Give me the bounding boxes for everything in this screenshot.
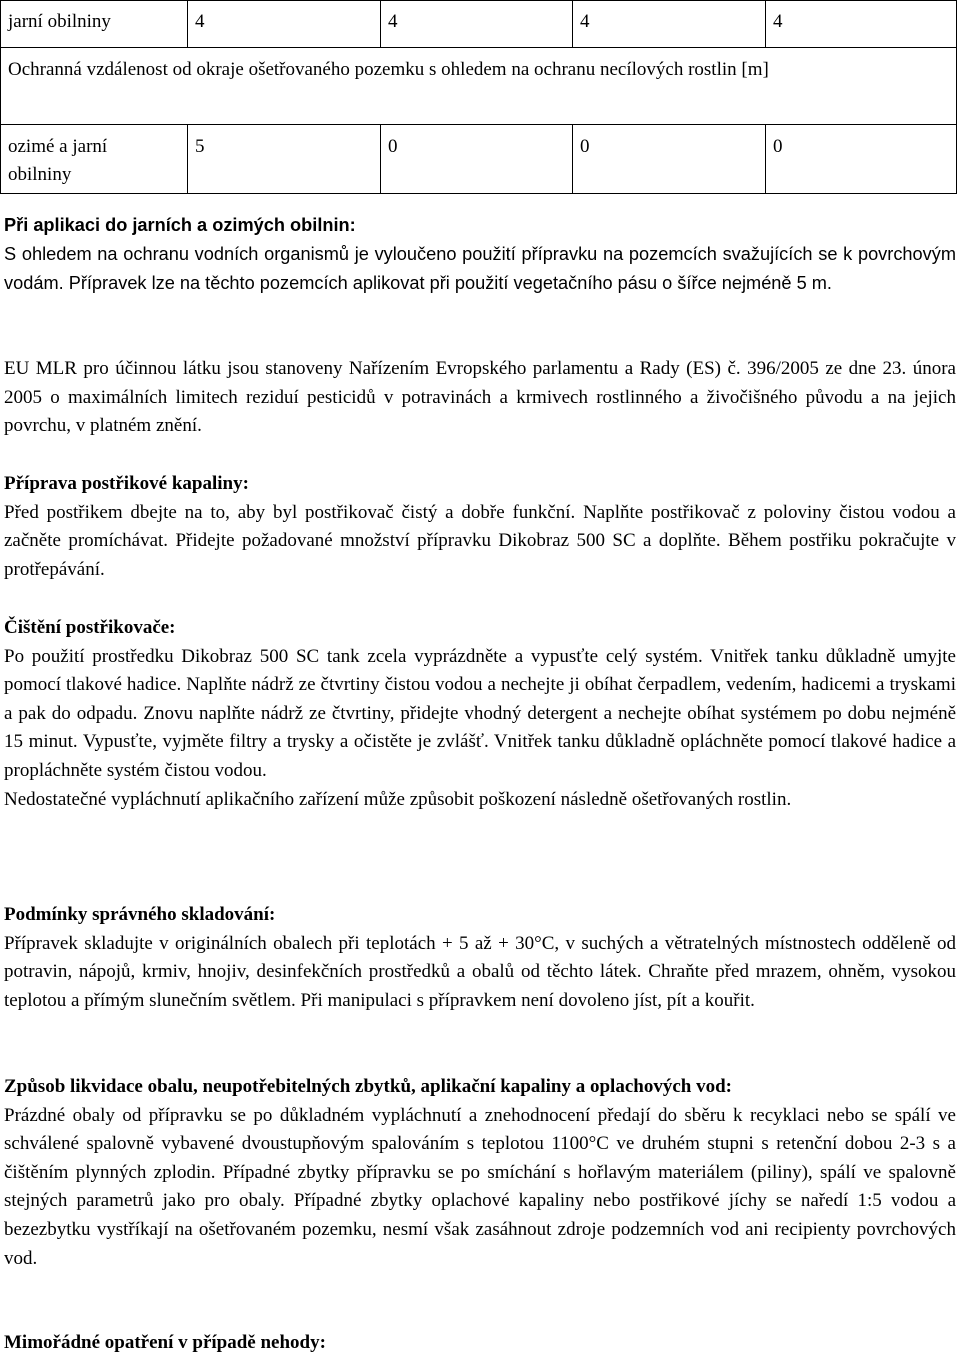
table-cell: Ochranná vzdálenost od okraje ošetřovaného pozemku s ohledem na ochranu necílových rostlin [m] [1, 48, 957, 125]
table-cell: 4 [766, 1, 957, 48]
table-cell: jarní obilniny [1, 1, 188, 48]
section-mlr [4, 355, 956, 441]
table-cell: 4 [188, 1, 381, 48]
section-heading: Způsob likvidace obalu, neupotřebitelných zbytků, aplikační kapaliny a oplachových vod: [4, 1076, 732, 1097]
table-cell: 5 [188, 125, 381, 194]
section-text: Prázdné obaly od přípravku se po důkladném vypláchnutí a znehodnocení předají do sběru k recyklaci nebo se spálí ve schválené spalovně vybavené dvoustupňovým spalováním s teplotou 1100°C ve druhém stupni s retenční dobou 2-3 s a čištěním plynných zplodin. Případné zbytky přípravku se po smíchání s hořlavým materiálem (piliny), spálí ve spalovně stejných parametrů jako pro obaly. Případné zbytky oplachové kapaliny nebo postřikové jíchy se naředí 1:5 vodou a bezezbytku vystříkají na ošetřovaném pozemku, nesmí však zasáhnout zdroje podzemních vod ani recipienty povrchových vod. [4, 1104, 956, 1269]
table-cell: 0 [766, 125, 957, 194]
section-text: Přípravek skladujte v originálních obalech při teplotách + 5 až + 30°C, v suchých a větratelných místnostech odděleně od potravin, nápojů, krmiv, hnojiv, desinfekčních prostředků a obalů od těchto látek. Chraňte před mrazem, ohněm, vysokou teplotou a přímým slunečním světlem. Při manipulaci s přípravkem není dovoleno jíst, pít a kouřit. [4, 932, 956, 1011]
table-cell: 4 [573, 1, 766, 48]
table-row [1, 125, 957, 194]
table-cell: ozimé a jarní obilniny [1, 125, 188, 194]
section-text: Před postřikem dbejte na to, aby byl postřikovač čistý a dobře funkční. Naplňte postřikovač z poloviny čistou vodou a začněte promíchávat. Přidejte požadované množství přípravku Dikobraz 500 SC a doplňte. Během postřiku pokračujte v protřepávání. [4, 501, 956, 580]
section-priprava [4, 470, 956, 584]
table-cell: 0 [573, 125, 766, 194]
section-text: EU MLR pro účinnou látku jsou stanoveny Nařízením Evropského parlamentu a Rady (ES) č. 396/2005 ze dne 23. února 2005 o maximálních limitech reziduí pesticidů v potravinách a krmivech rostlinného a živočišného původu a na jejich povrchu, v platném znění. [4, 358, 956, 437]
table-cell: 4 [381, 1, 573, 48]
section-text: S ohledem na ochranu vodních organismů je vyloučeno použití přípravku na pozemcích svažujících se k povrchovým vodám. Přípravek lze na těchto pozemcích aplikovat při použití vegetačního pásu o šířce nejméně 5 m. [4, 243, 956, 293]
table-row [1, 1, 957, 48]
table-row [1, 48, 957, 125]
section-heading: Mimořádné opatření v případě nehody: [4, 1332, 326, 1353]
section-skladovani [4, 901, 956, 1015]
section-heading: Čištění postřikovače: [4, 617, 176, 638]
table-cell: 0 [381, 125, 573, 194]
section-heading: Podmínky správného skladování: [4, 904, 276, 925]
section-heading: Při aplikaci do jarních a ozimých obilnin: [4, 215, 356, 235]
section-text: Nedostatečné vypláchnutí aplikačního zařízení může způsobit poškození následně ošetřovaných rostlin. [4, 788, 792, 810]
document-page [4, 4, 956, 1353]
section-nehoda [4, 1329, 956, 1358]
section-obilniny [4, 211, 956, 297]
protection-distance-table [0, 0, 957, 194]
section-text: Po použití prostředku Dikobraz 500 SC tank zcela vyprázdněte a vypusťte celý systém. Vnitřek tanku důkladně umyjte pomocí tlakové hadice. Naplňte nádrž ze čtvrtiny čistou vodou a nechejte ji obíhat čerpadlem, vedením, hadicemi a tryskami a pak do odpadu. Znovu naplňte nádrž ze čtvrtiny, přidejte vhodný detergent a nechejte obíhat systémem po dobu nejméně 15 minut. Vypusťte, vyjměte filtry a trysky a očistěte je zvlášť. Vnitřek tanku důkladně opláchněte pomocí tlakové hadice a propláchněte systém čistou vodou. [4, 645, 956, 781]
section-likvidace [4, 1073, 956, 1273]
section-cisteni [4, 614, 956, 814]
section-heading: Příprava postřikové kapaliny: [4, 473, 249, 494]
